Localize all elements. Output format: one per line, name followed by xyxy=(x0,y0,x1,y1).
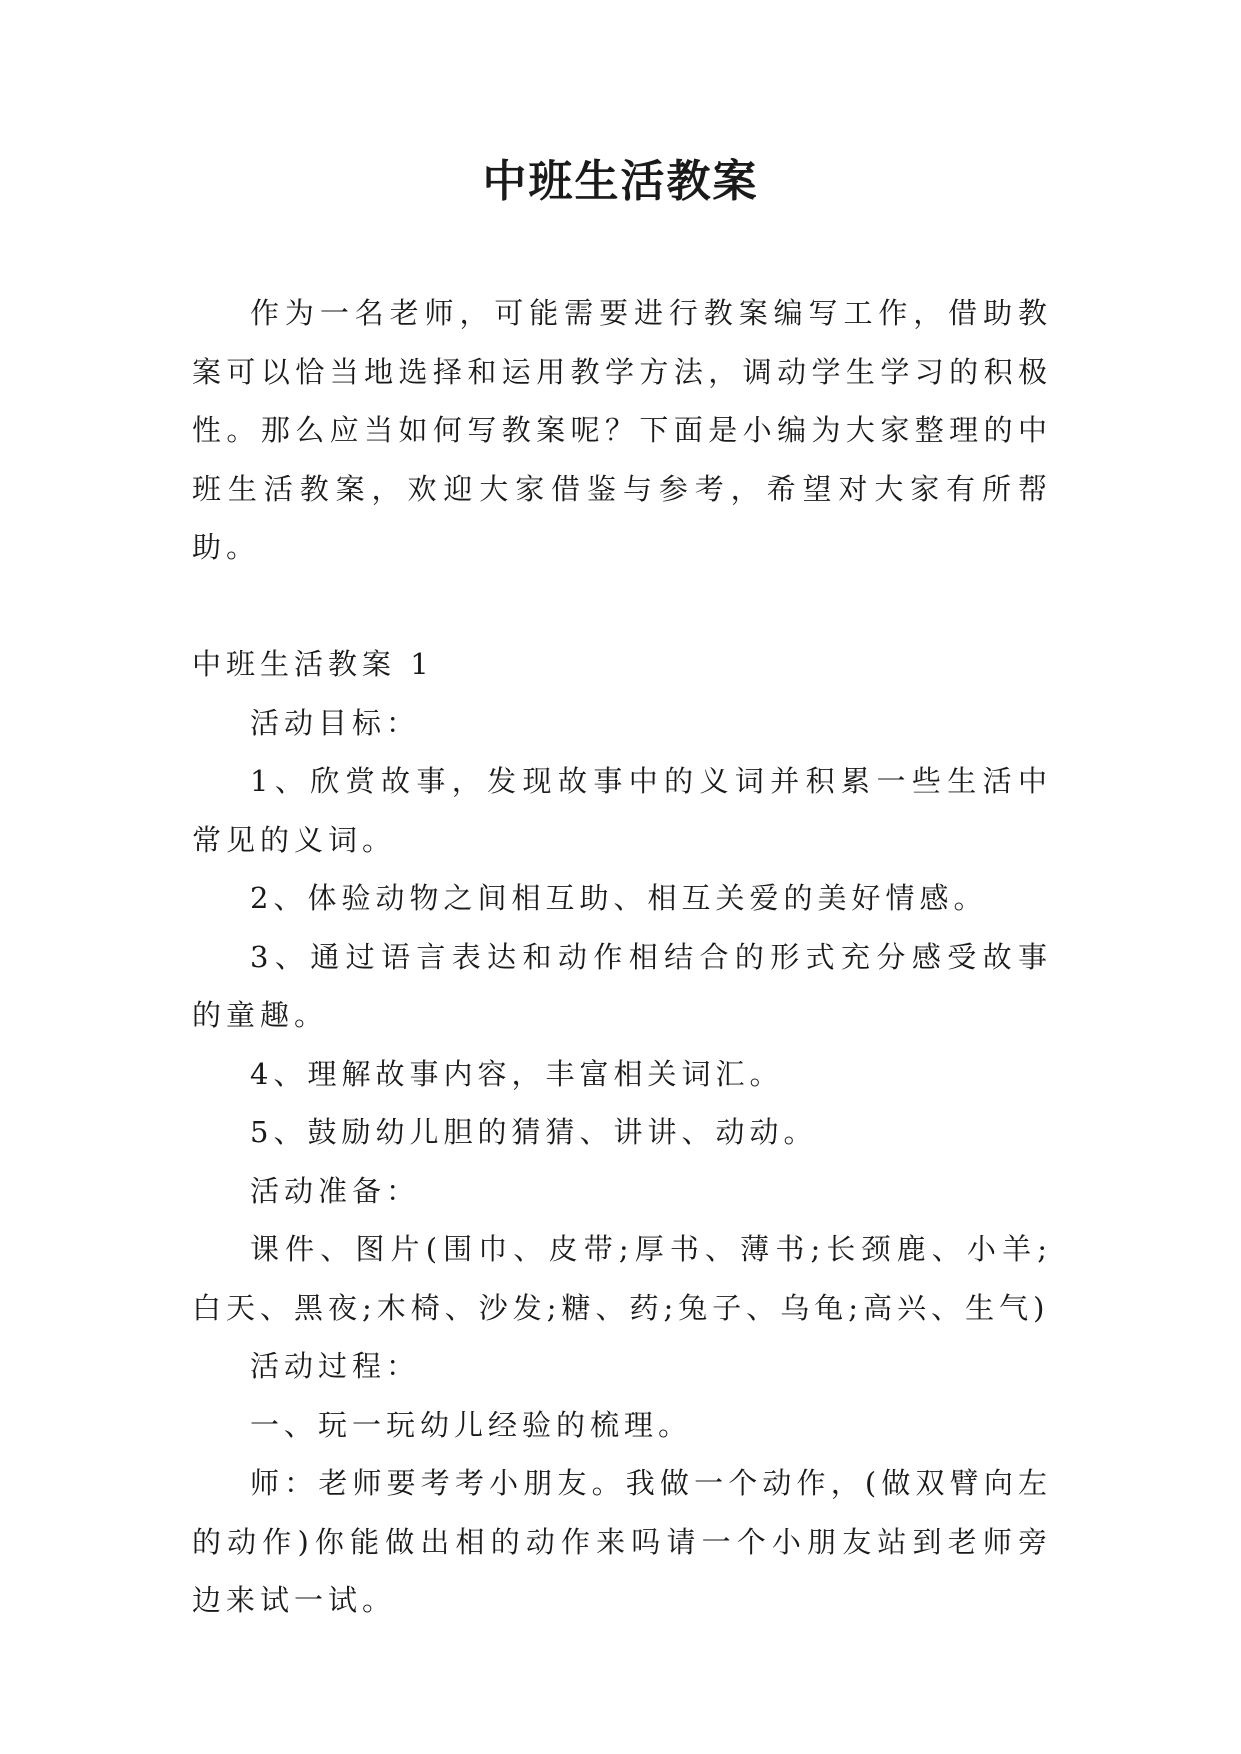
heading-activity-preparation: 活动准备： xyxy=(250,1173,421,1208)
section-title: 中班生活教案 1 xyxy=(192,647,434,681)
intro-paragraph: 作为一名老师，可能需要进行教案编写工作，借助教案可以恰当地选择和运用教学方法，调动学生学习的积极性。那么应当如何写教案呢？下面是小编为大家整理的中班生活教案，欢迎大家借鉴与参考，希望对大家有所帮助。 xyxy=(192,296,1052,564)
heading-activity-goals: 活动目标： xyxy=(250,705,421,740)
goal-item-1: 1、欣赏故事，发现故事中的义词并积累一些生活中常见的义词。 xyxy=(192,764,1052,857)
teacher-dialogue: 师：老师要考考小朋友。我做一个动作，(做双臂向左的动作)你能做出相的动作来吗请一个小朋友站到老师旁边来试一试。 xyxy=(192,1466,1052,1617)
goal-item-5: 5、鼓励幼儿胆的猜猜、讲讲、动动。 xyxy=(250,1115,818,1149)
goal-item-4: 4、理解故事内容，丰富相关词汇。 xyxy=(250,1056,784,1091)
goal-item-2: 2、体验动物之间相互助、相互关爱的美好情感。 xyxy=(250,881,988,915)
document-body xyxy=(192,284,1052,1630)
document-title: 中班生活教案 xyxy=(482,156,759,207)
preparation-materials: 课件、图片(围巾、皮带;厚书、薄书;长颈鹿、小羊;白天、黑夜;木椅、沙发;糖、药;兔子、乌龟;高兴、生气) xyxy=(192,1232,1052,1325)
goal-item-3: 3、通过语言表达和动作相结合的形式充分感受故事的童趣。 xyxy=(192,939,1052,1032)
heading-activity-process: 活动过程： xyxy=(250,1349,421,1383)
process-step-1: 一、玩一玩幼儿经验的梳理。 xyxy=(250,1407,693,1442)
